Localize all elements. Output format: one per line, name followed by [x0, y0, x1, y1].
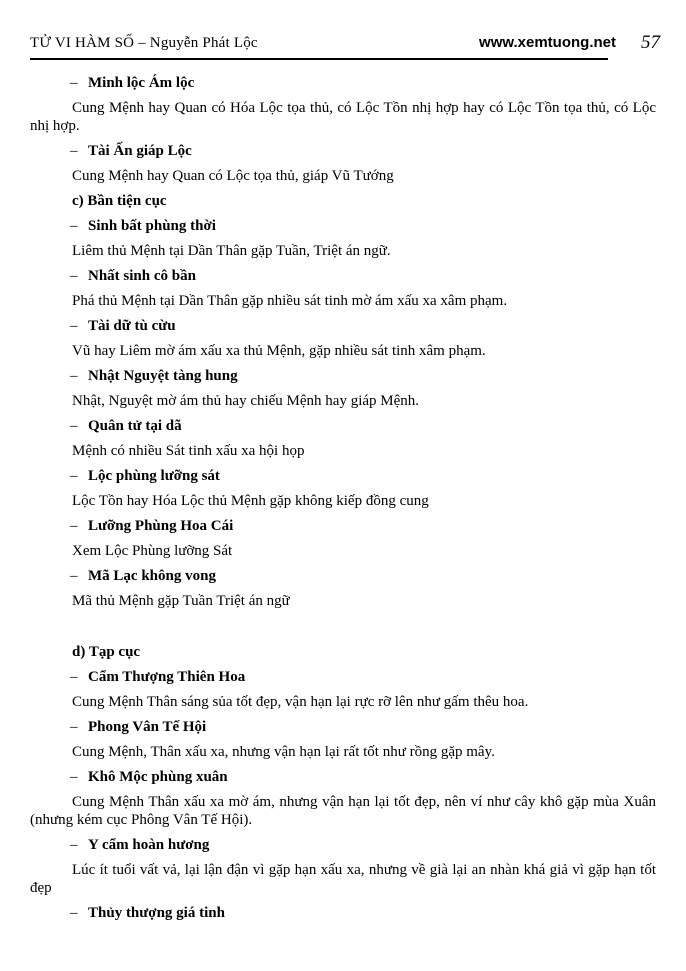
list-item-heading	[30, 517, 656, 535]
book-title: TỬ VI HÀM SỐ – Nguyễn Phát Lộc	[30, 35, 258, 51]
header-rule	[30, 58, 608, 60]
paragraph: Cung Mệnh, Thân xấu xa, nhưng vận hạn lại rất tốt như rồng gặp mây.	[72, 744, 495, 760]
dash-marker: –	[70, 318, 78, 334]
list-item-heading-text: Nhất sinh cô bần	[88, 268, 196, 284]
dash-marker: –	[70, 769, 78, 785]
list-item-heading-text: Minh lộc Ám lộc	[88, 75, 195, 91]
list-item-heading	[30, 836, 656, 854]
list-item-heading	[30, 267, 656, 285]
section-heading: c) Bần tiện cục	[72, 193, 167, 209]
paragraph: Nhật, Nguyệt mờ ám thủ hay chiếu Mệnh hay giáp Mệnh.	[72, 393, 420, 409]
list-item-heading	[30, 567, 656, 585]
paragraph: Cung Mệnh Thân xấu xa mờ ám, nhưng vận hạn lại tốt đẹp, nên ví như cây khô gặp mùa Xuân (nhưng kém cục Phông Vân Tế Hội).	[30, 794, 656, 828]
page-body	[0, 60, 686, 922]
header-row	[30, 34, 660, 52]
list-item-heading-text: Lộc phùng lưỡng sát	[88, 468, 220, 484]
dash-marker: –	[70, 719, 78, 735]
dash-marker: –	[70, 568, 78, 584]
dash-marker: –	[70, 368, 78, 384]
dash-marker: –	[70, 518, 78, 534]
blank-line	[30, 617, 656, 643]
paragraph: Vũ hay Liêm mờ ám xấu xa thủ Mệnh, gặp nhiều sát tinh xâm phạm.	[72, 343, 486, 359]
paragraph: Liêm thủ Mệnh tại Dần Thân gặp Tuần, Triệt án ngữ.	[72, 243, 391, 259]
list-item-heading	[30, 74, 656, 92]
paragraph: Phá thủ Mệnh tại Dần Thân gặp nhiều sát tinh mờ ám xấu xa xâm phạm.	[72, 293, 508, 309]
list-item-heading	[30, 367, 656, 385]
content-blocks	[30, 74, 656, 922]
page-number: 57	[641, 32, 660, 53]
paragraph: Mã thủ Mệnh gặp Tuần Triệt án ngữ	[72, 593, 290, 609]
dash-marker: –	[70, 418, 78, 434]
dash-marker: –	[70, 143, 78, 159]
paragraph: Cung Mệnh hay Quan có Hóa Lộc tọa thủ, có Lộc Tồn nhị hợp hay có Lộc Tồn tọa thủ, có Lộc nhị hợp.	[30, 100, 656, 134]
list-item-heading	[30, 217, 656, 235]
page-header	[0, 0, 686, 60]
list-item-heading-text: Y cẩm hoàn hương	[88, 837, 210, 853]
list-item-heading	[30, 668, 656, 686]
list-item-heading-text: Lưỡng Phùng Hoa Cái	[88, 518, 234, 534]
list-item-heading-text: Tài dữ tù cừu	[88, 318, 176, 334]
dash-marker: –	[70, 669, 78, 685]
list-item-heading-text: Quân tử tại dã	[88, 418, 182, 434]
list-item-heading	[30, 317, 656, 335]
paragraph: Mệnh có nhiều Sát tinh xấu xa hội họp	[72, 443, 305, 459]
list-item-heading-text: Cẩm Thượng Thiên Hoa	[88, 669, 246, 685]
paragraph: Cung Mệnh Thân sáng sủa tốt đẹp, vận hạn lại rực rỡ lên như gấm thêu hoa.	[72, 694, 529, 710]
section-heading: d) Tạp cục	[72, 644, 141, 660]
dash-marker: –	[70, 218, 78, 234]
dash-marker: –	[70, 75, 78, 91]
paragraph: Cung Mệnh hay Quan có Lộc tọa thủ, giáp Vũ Tướng	[72, 168, 394, 184]
list-item-heading	[30, 467, 656, 485]
paragraph: Xem Lộc Phùng lưỡng Sát	[72, 543, 233, 559]
list-item-heading	[30, 718, 656, 736]
list-item-heading-text: Sinh bất phùng thời	[88, 218, 216, 234]
list-item-heading	[30, 417, 656, 435]
dash-marker: –	[70, 468, 78, 484]
list-item-heading-text: Khô Mộc phùng xuân	[88, 769, 228, 785]
list-item-heading-text: Nhật Nguyệt tàng hung	[88, 368, 238, 384]
list-item-heading	[30, 768, 656, 786]
paragraph: Lúc ít tuổi vất vả, lại lận đận vì gặp hạn xấu xa, nhưng về già lại an nhàn khá giả vì gặp hạn tốt đẹp	[30, 862, 656, 896]
dash-marker: –	[70, 268, 78, 284]
website-text: www.xemtuong.net	[479, 34, 616, 51]
list-item-heading-text: Mã Lạc không vong	[88, 568, 216, 584]
list-item-heading-text: Tài Ấn giáp Lộc	[88, 143, 192, 159]
list-item-heading	[30, 142, 656, 160]
list-item-heading-text: Thủy thượng giá tinh	[88, 905, 225, 921]
dash-marker: –	[70, 905, 78, 921]
dash-marker: –	[70, 837, 78, 853]
list-item-heading	[30, 904, 656, 922]
paragraph: Lộc Tồn hay Hóa Lộc thủ Mệnh gặp không kiếp đồng cung	[72, 493, 429, 509]
list-item-heading-text: Phong Vân Tế Hội	[88, 719, 207, 735]
